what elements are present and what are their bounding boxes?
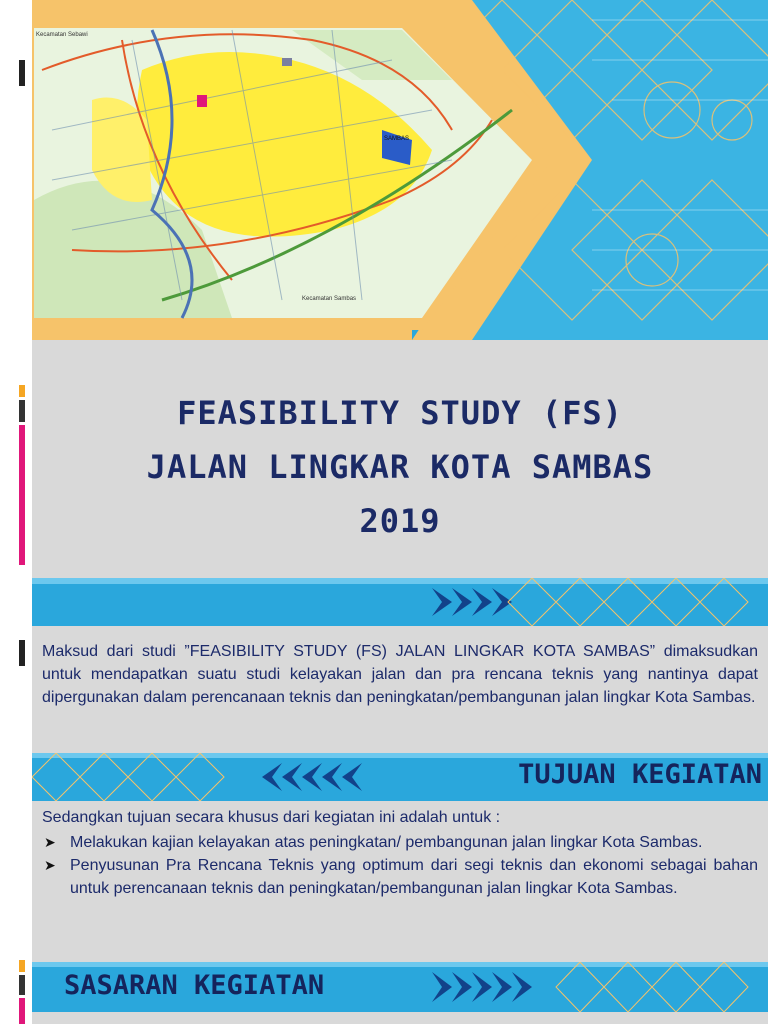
left-margin: [0, 0, 32, 1024]
margin-marker: [19, 425, 25, 565]
page-title-line-3: 2019: [359, 502, 441, 540]
list-item: [42, 831, 758, 854]
margin-marker: [19, 960, 25, 972]
document-page: [32, 0, 768, 1024]
tujuan-intro: Sedangkan tujuan secara khusus dari kegiatan ini adalah untuk :: [42, 809, 501, 826]
list-item: [42, 854, 758, 900]
tujuan-heading-band: [32, 753, 768, 801]
list-item-text: Penyusunan Pra Rencana Teknis yang optimum dari segi teknis dan ekonomi sebagai bahan untuk perencanaan teknis dan peningkatan/pembangunan jalan lingkar Kota Sambas.: [70, 857, 758, 897]
maksud-paragraph: Maksud dari studi ”FEASIBILITY STUDY (FS) JALAN LINGKAR KOTA SAMBAS” dimaksudkan untuk mendapatkan suatu studi kelayakan jalan dan pra rencana teknis yang nantinya dapat dipergunakan dalam perencanaan teknis dan peningkatan/pembangunan jalan lingkar Kota Sambas.: [42, 643, 758, 706]
map-label-bottom: Kecamatan Sambas: [302, 296, 357, 302]
page-title-line-1: FEASIBILITY STUDY (FS): [177, 394, 623, 432]
margin-marker: [19, 975, 25, 995]
margin-marker: [19, 640, 25, 666]
title-block: [32, 340, 768, 580]
header-banner: [32, 0, 768, 340]
arrow-bullet-icon: ➤: [44, 857, 56, 873]
sasaran-heading: SASARAN KEGIATAN: [64, 970, 325, 1001]
header-graphic: [32, 0, 768, 340]
margin-marker: [19, 385, 25, 397]
page-title-line-2: JALAN LINGKAR KOTA SAMBAS: [146, 448, 654, 486]
map-label-city: SAMBAS: [384, 136, 410, 142]
tujuan-heading: TUJUAN KEGIATAN: [518, 759, 762, 790]
map-label-top-left: Kecamatan Sebawi: [36, 32, 88, 38]
sasaran-heading-band: [32, 962, 768, 1012]
decorative-band: [32, 578, 768, 626]
tujuan-list: [42, 831, 758, 900]
margin-marker: [19, 400, 25, 422]
margin-marker: [19, 60, 25, 86]
margin-marker: [19, 998, 25, 1024]
list-item-text: Melakukan kajian kelayakan atas peningkatan/ pembangunan jalan lingkar Kota Sambas.: [70, 834, 703, 851]
arrow-bullet-icon: ➤: [44, 834, 56, 850]
